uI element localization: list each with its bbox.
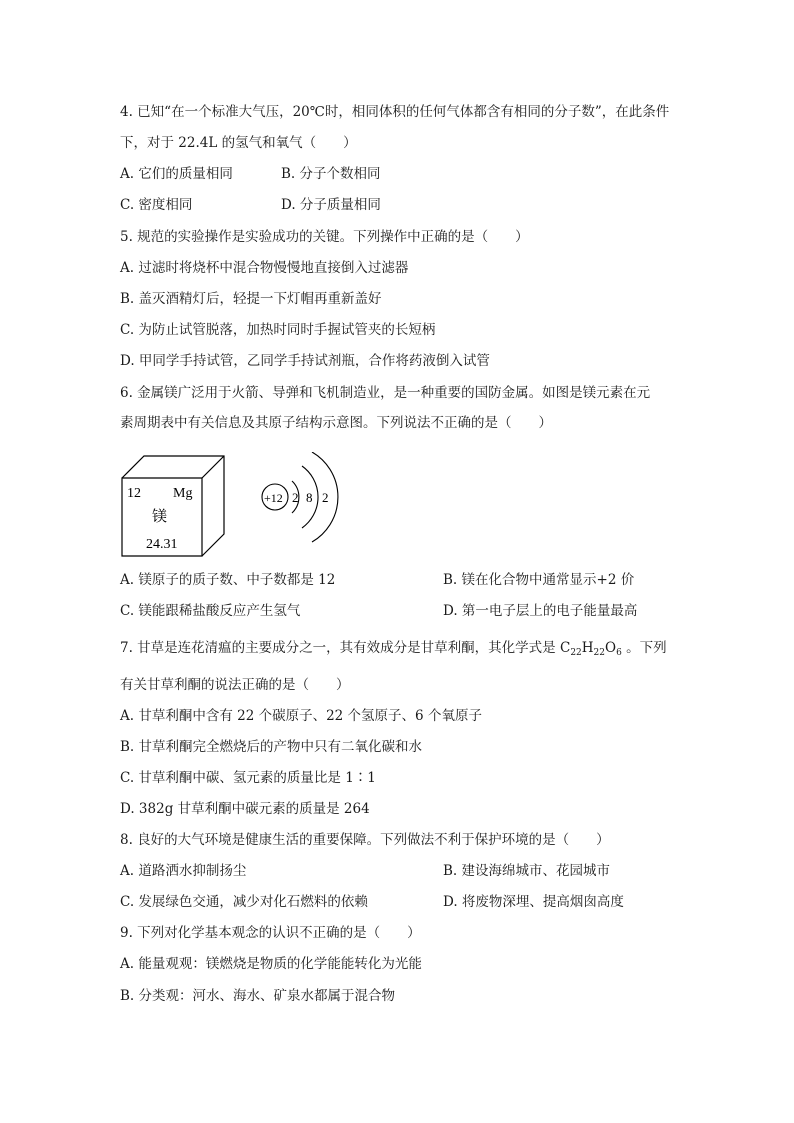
q8-option-d: D. 将废物深埋、提高烟囱高度 xyxy=(443,894,624,910)
formula-oxygen: O xyxy=(605,640,617,656)
nucleus-charge: +12 xyxy=(264,491,283,505)
q4-option-c: C. 密度相同 xyxy=(120,197,193,213)
q9-option-b: B. 分类观：河水、海水、矿泉水都属于混合物 xyxy=(120,988,396,1004)
q4-stem-line2: 下，对于 22.4L 的氢气和氧气（ ） xyxy=(120,135,357,151)
q5-option-c: C. 为防止试管脱落，加热时同时手握试管夹的长短柄 xyxy=(120,322,436,338)
q7-option-b: B. 甘草利酮完全燃烧后的产物中只有二氧化碳和水 xyxy=(120,739,423,755)
shell-3-electrons: 2 xyxy=(322,490,329,505)
q9-stem: 9. 下列对化学基本观念的认识不正确的是（ ） xyxy=(120,925,421,941)
q7-stem-line2: 有关甘草利酮的说法正确的是（ ） xyxy=(120,677,350,693)
q9-option-a: A. 能量观观：镁燃烧是物质的化学能能转化为光能 xyxy=(120,956,422,972)
q6-option-d: D. 第一电子层上的电子能量最高 xyxy=(443,603,638,619)
q5-stem: 5. 规范的实验操作是实验成功的关键。下列操作中正确的是（ ） xyxy=(120,229,529,245)
formula-hydrogen: H xyxy=(581,640,594,656)
formula-oxygen-count: 6 xyxy=(616,648,622,658)
q8-option-c: C. 发展绿色交通，减少对化石燃料的依赖 xyxy=(120,894,368,910)
q7-option-d: D. 382g 甘草利酮中碳元素的质量是 264 xyxy=(120,801,370,817)
formula-carbon-count: 22 xyxy=(570,648,582,658)
q5-option-b: B. 盖灭酒精灯后，轻提一下灯帽再重新盖好 xyxy=(120,291,382,307)
formula-carbon: C xyxy=(559,640,571,656)
q6-stem-line1: 6. 金属镁广泛用于火箭、导弹和飞机制造业，是一种重要的国防金属。如图是镁元素在元 xyxy=(120,385,651,401)
element-name: 镁 xyxy=(152,509,168,525)
q6-stem-line2: 素周期表中有关信息及其原子结构示意图。下列说法不正确的是（ ） xyxy=(120,415,552,431)
atomic-mass: 24.31 xyxy=(146,537,178,552)
q6-option-a: A. 镁原子的质子数、中子数都是 12 xyxy=(120,572,336,588)
q5-option-d: D. 甲同学手持试管，乙同学手持试剂瓶，合作将药液倒入试管 xyxy=(120,353,490,369)
q8-option-b: B. 建设海绵城市、花园城市 xyxy=(443,863,611,879)
formula-hydrogen-count: 22 xyxy=(593,648,605,658)
q4-option-a: A. 它们的质量相同 xyxy=(120,166,233,182)
q6-option-b: B. 镁在化合物中通常显示+2 价 xyxy=(443,572,635,588)
shell-1-electrons: 2 xyxy=(292,490,299,505)
q4-option-b: B. 分子个数相同 xyxy=(281,166,381,182)
q6-option-c: C. 镁能跟稀盐酸反应产生氢气 xyxy=(120,603,301,619)
magnesium-figure xyxy=(120,452,360,562)
atomic-number: 12 xyxy=(127,486,141,501)
q7-stem-text: 7. 甘草是连花清瘟的主要成分之一，其有效成分是甘草利酮，其化学式是 xyxy=(120,640,560,656)
chemical-formula xyxy=(560,640,622,656)
q7-option-a: A. 甘草利酮中含有 22 个碳原子、22 个氢原子、6 个氧原子 xyxy=(120,708,482,724)
q5-option-a: A. 过滤时将烧杯中混合物慢慢地直接倒入过滤器 xyxy=(120,260,409,276)
q4-option-d: D. 分子质量相同 xyxy=(281,197,381,213)
shell-2-electrons: 8 xyxy=(306,490,313,505)
q4-stem-line1: 4. 已知“在一个标准大气压，20℃时，相同体积的任何气体都含有相同的分子数”，在此条件 xyxy=(120,104,670,120)
q8-stem: 8. 良好的大气环境是健康生活的重要保障。下列做法不利于保护环境的是（ ） xyxy=(120,832,610,848)
q7-stem-line1 xyxy=(120,639,667,662)
q7-option-c: C. 甘草利酮中碳、氢元素的质量比是 1∶1 xyxy=(120,770,376,786)
q7-stem-tail: 。下列 xyxy=(621,640,667,656)
q8-option-a: A. 道路洒水抑制扬尘 xyxy=(120,863,247,879)
element-symbol: Mg xyxy=(173,486,193,501)
